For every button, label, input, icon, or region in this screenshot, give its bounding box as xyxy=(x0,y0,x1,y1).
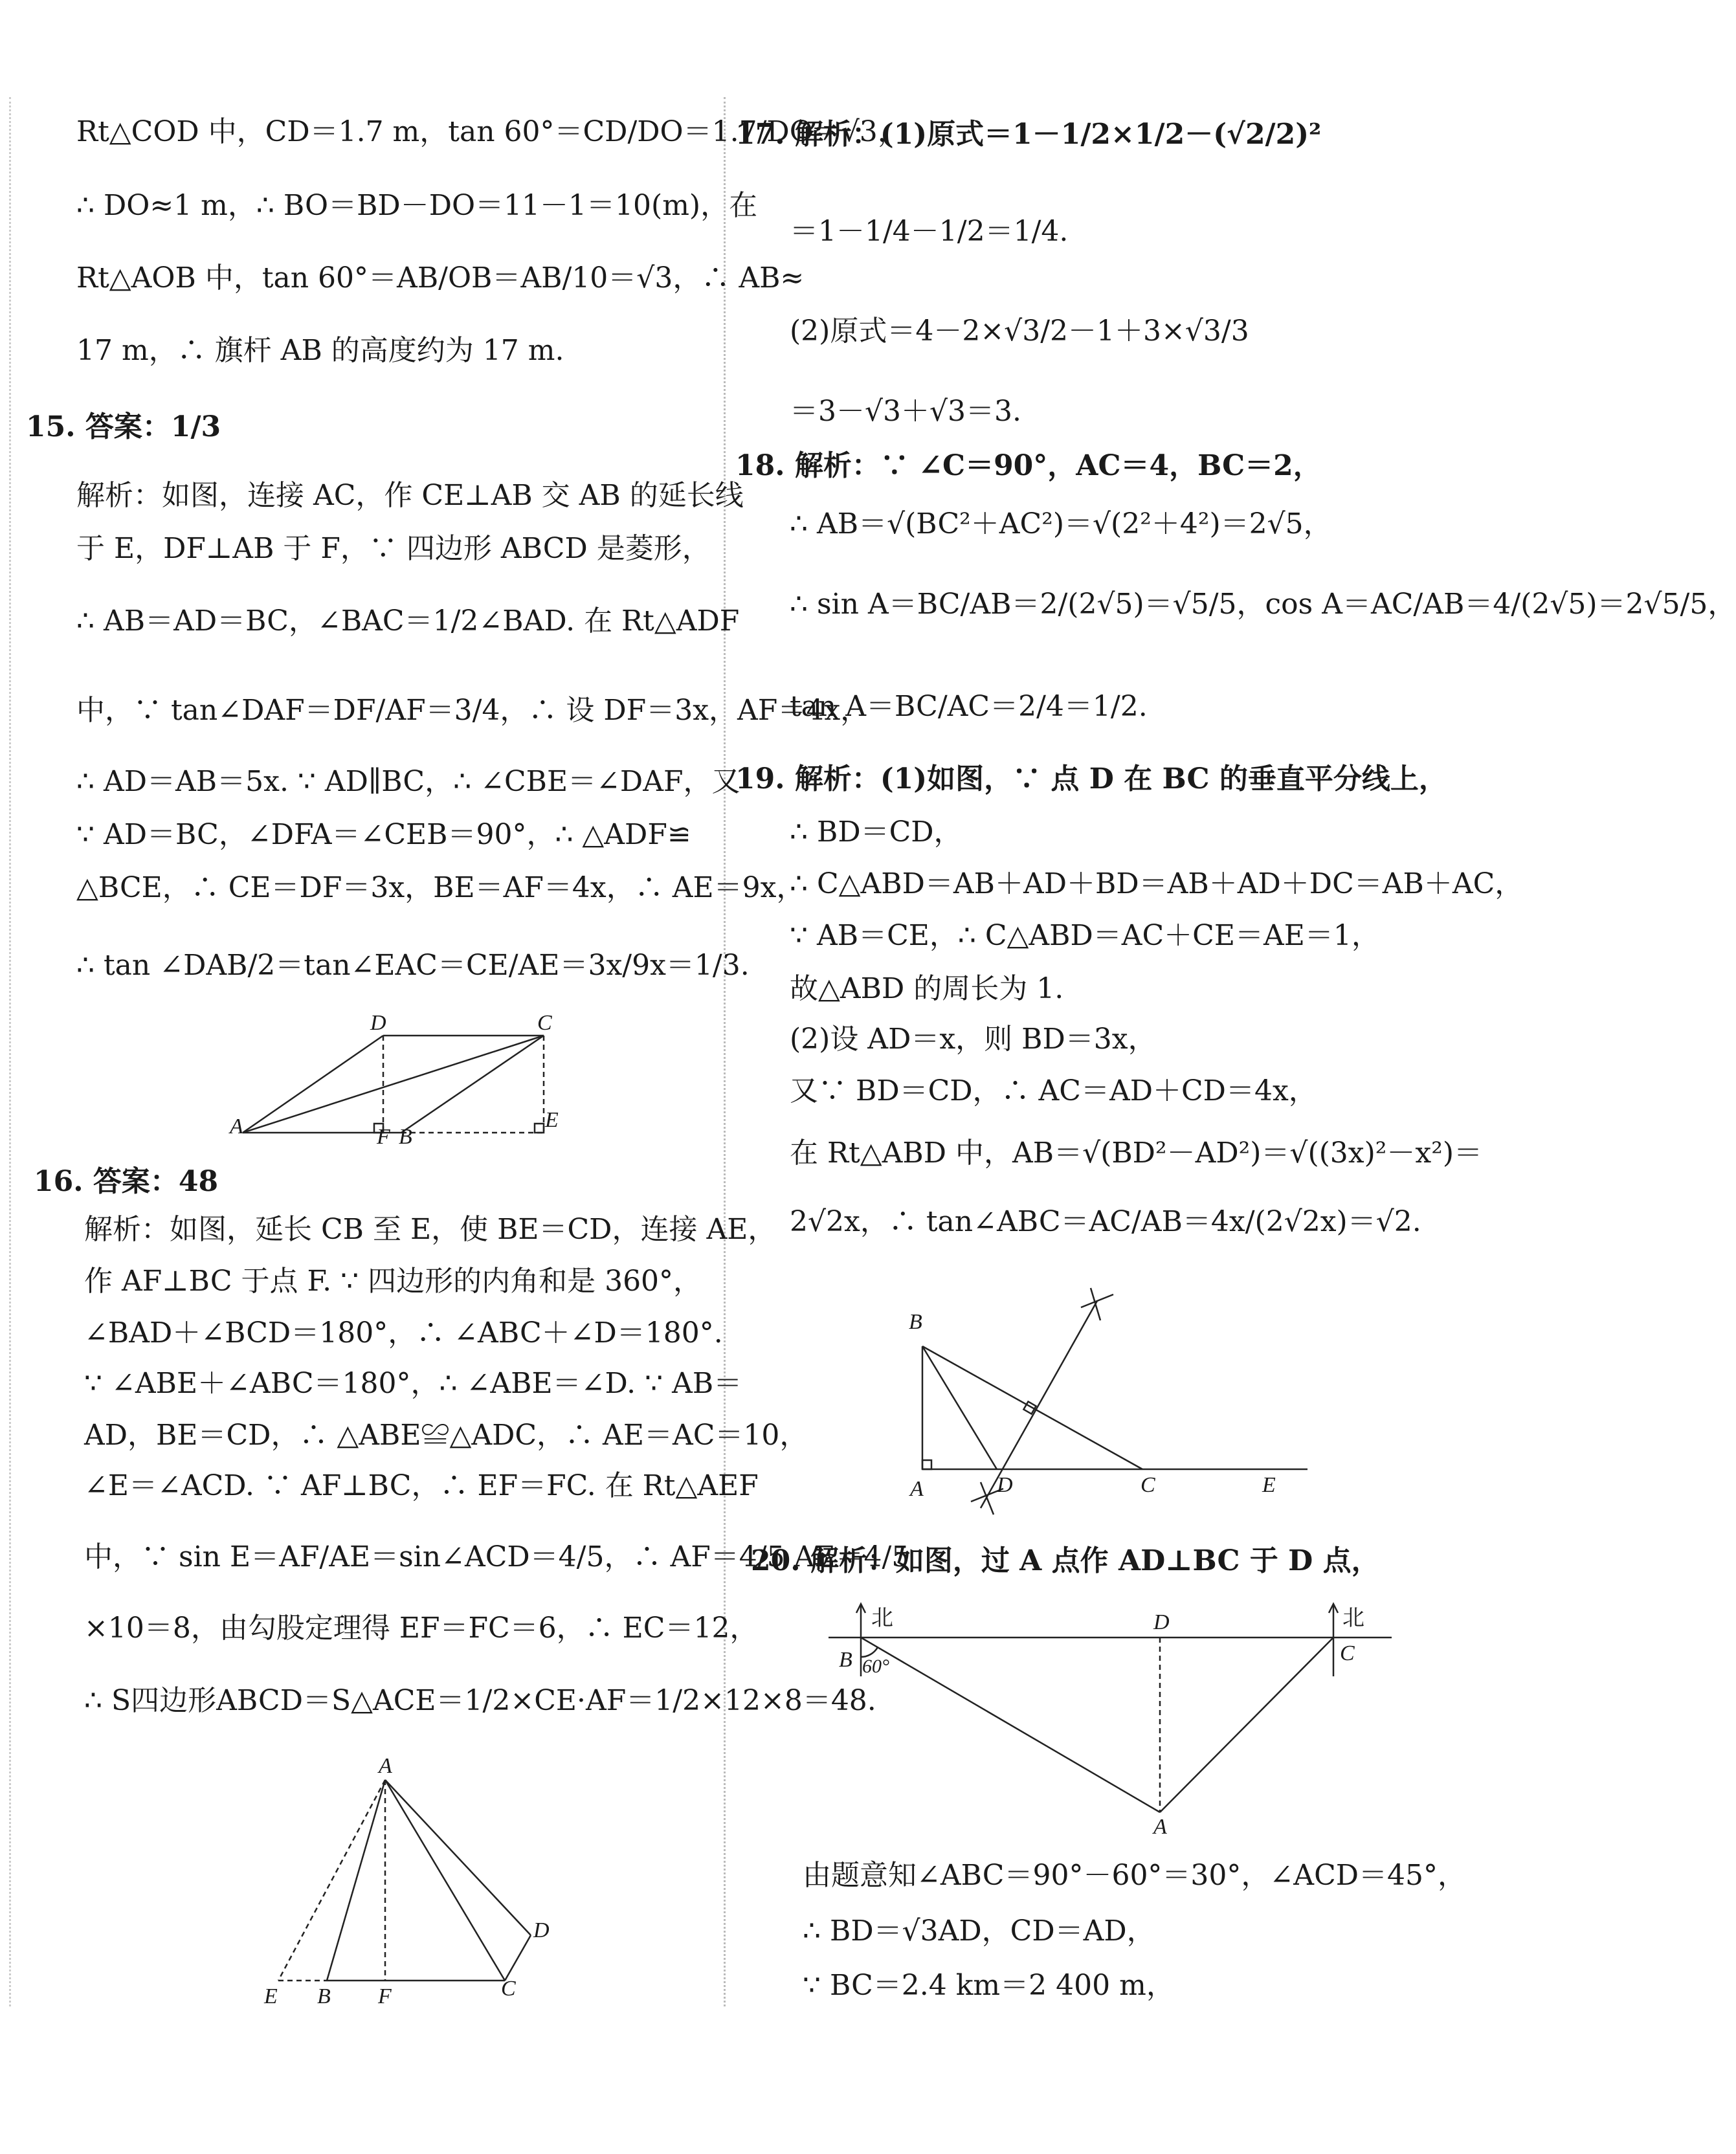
text-line: ∵ AB＝CE，∴ C△ABD＝AC＋CE＝AE＝1， xyxy=(790,919,1380,952)
label-C: C xyxy=(1340,1641,1355,1665)
answer-19: 19. 解析：(1)如图，∵ 点 D 在 BC 的垂直平分线上， xyxy=(735,762,1447,795)
text-line: 中，∵ tan∠DAF＝DF/AF＝3/4，∴ 设 DF＝3x，AF＝4x， xyxy=(76,694,869,727)
label-E: E xyxy=(545,1108,559,1132)
label-C: C xyxy=(501,1977,516,2001)
text-line: 在 Rt△ABD 中，AB＝√(BD²－AD²)＝√((3x)²－x²)＝ xyxy=(790,1137,1483,1170)
column-divider xyxy=(724,97,726,2006)
text-line: ∴ tan ∠DAB/2＝tan∠EAC＝CE/AE＝3x/9x＝1/3. xyxy=(76,949,750,982)
text-line: ∴ DO≈1 m，∴ BO＝BD－DO＝11－1＝10(m)，在 xyxy=(76,189,758,222)
text-line: (2)原式＝4－2×√3/2－1＋3×√3/3 xyxy=(790,315,1249,348)
label-B: B xyxy=(839,1648,852,1672)
text-line: ∴ C△ABD＝AB＋AD＋BD＝AB＋AD＋DC＝AB＋AC， xyxy=(790,867,1524,900)
text-line: ∴ AD＝AB＝5x. ∵ AD∥BC，∴ ∠CBE＝∠DAF，又 xyxy=(76,765,740,798)
text-line: ∠E＝∠ACD. ∵ AF⊥BC，∴ EF＝FC. 在 Rt△AEF xyxy=(84,1469,759,1502)
label-A: A xyxy=(230,1115,243,1138)
label-B: B xyxy=(317,1984,331,2008)
text-line: ∴ sin A＝BC/AB＝2/(2√5)＝√5/5，cos A＝AC/AB＝4/(2√5)＝2√5/5， xyxy=(790,588,1736,621)
label-E: E xyxy=(1262,1473,1276,1497)
answer-17: 17. 解析：(1)原式＝1－1/2×1/2－(√2/2)² xyxy=(735,118,1322,151)
label-F: F xyxy=(377,1125,390,1149)
label-north-B: 北 xyxy=(871,1605,893,1631)
text-line: 作 AF⊥BC 于点 F. ∵ 四边形的内角和是 360°， xyxy=(84,1265,702,1298)
text-line: 解析：如图，连接 AC，作 CE⊥AB 交 AB 的延长线 xyxy=(76,479,744,512)
text-line: ∴ AB＝AD＝BC，∠BAC＝1/2∠BAD. 在 Rt△ADF xyxy=(76,605,740,638)
text-line: 2√2x，∴ tan∠ABC＝AC/AB＝4x/(2√2x)＝√2. xyxy=(790,1205,1421,1238)
text-line: 中，∵ sin E＝AF/AE＝sin∠ACD＝4/5，∴ AF＝4/5 AE＝4/5 xyxy=(84,1540,910,1573)
text-line: ∴ BD＝CD， xyxy=(790,816,963,849)
text-line: Rt△AOB 中，tan 60°＝AB/OB＝AB/10＝√3，∴ AB≈ xyxy=(76,261,805,294)
text-line: ∵ ∠ABE＋∠ABC＝180°，∴ ∠ABE＝∠D. ∵ AB＝ xyxy=(84,1367,742,1400)
label-B: B xyxy=(909,1310,922,1334)
text-line: 由题意知∠ABC＝90°－60°＝30°，∠ACD＝45°， xyxy=(803,1859,1466,1892)
text-line: AD，BE＝CD，∴ △ABE≌△ADC，∴ AE＝AC＝10， xyxy=(84,1419,808,1452)
figure-20-bearing xyxy=(829,1592,1411,1851)
label-A: A xyxy=(379,1754,392,1778)
label-60-degrees: 60° xyxy=(862,1656,889,1677)
label-C: C xyxy=(537,1011,552,1035)
label-A: A xyxy=(910,1477,924,1501)
answer-20: 20. 解析：如图，过 A 点作 AD⊥BC 于 D 点， xyxy=(751,1544,1380,1577)
text-line: 又∵ BD＝CD，∴ AC＝AD＋CD＝4x， xyxy=(790,1074,1317,1107)
text-line: 于 E，DF⊥AB 于 F，∵ 四边形 ABCD 是菱形， xyxy=(76,532,711,565)
text-line: ∴ S四边形ABCD＝S△ACE＝1/2×CE·AF＝1/2×12×8＝48. xyxy=(84,1684,876,1717)
text-line: ×10＝8，由勾股定理得 EF＝FC＝6，∴ EC＝12， xyxy=(84,1612,759,1645)
figure-19-triangle xyxy=(906,1288,1320,1521)
text-line: (2)设 AD＝x，则 BD＝3x， xyxy=(790,1023,1157,1056)
label-D: D xyxy=(1153,1610,1170,1634)
text-line: ∴ BD＝√3AD，CD＝AD， xyxy=(803,1915,1155,1948)
text-line: 故△ABD 的周长为 1. xyxy=(790,972,1064,1005)
label-north-C: 北 xyxy=(1342,1605,1364,1631)
figure-16-quadrilateral xyxy=(259,1760,550,2006)
label-C: C xyxy=(1141,1473,1155,1497)
text-line: ＝3－√3＋√3＝3. xyxy=(790,395,1022,428)
text-line: ＝1－1/4－1/2＝1/4. xyxy=(790,215,1069,248)
left-margin-rule xyxy=(9,97,11,2006)
text-line: ∵ BC＝2.4 km＝2 400 m， xyxy=(803,1969,1175,2002)
text-line: △BCE，∴ CE＝DF＝3x，BE＝AF＝4x，∴ AE＝9x， xyxy=(76,871,805,904)
label-D: D xyxy=(533,1918,550,1942)
label-D: D xyxy=(370,1011,386,1035)
label-F: F xyxy=(378,1984,392,2008)
label-B: B xyxy=(399,1125,412,1149)
answer-15: 15. 答案：1/3 xyxy=(26,410,221,443)
text-line: ∠BAD＋∠BCD＝180°，∴ ∠ABC＋∠D＝180°. xyxy=(84,1316,723,1349)
text-line: 17 m，∴ 旗杆 AB 的高度约为 17 m. xyxy=(76,334,564,367)
answer-16: 16. 答案：48 xyxy=(34,1165,219,1198)
label-D: D xyxy=(997,1473,1013,1497)
text-line: Rt△COD 中，CD＝1.7 m，tan 60°＝CD/DO＝1.7/DO＝√3， xyxy=(76,115,906,148)
text-line: ∵ AD＝BC，∠DFA＝∠CEB＝90°，∴ △ADF≌ xyxy=(76,818,691,851)
answer-18: 18. 解析：∵ ∠C＝90°，AC＝4，BC＝2， xyxy=(735,449,1322,482)
text-line: ∴ AB＝√(BC²＋AC²)＝√(2²＋4²)＝2√5， xyxy=(790,507,1332,540)
text-line: tan A＝BC/AC＝2/4＝1/2. xyxy=(790,690,1148,723)
label-A: A xyxy=(1153,1815,1167,1839)
text-line: 解析：如图，延长 CB 至 E，使 BE＝CD，连接 AE， xyxy=(84,1213,777,1246)
label-E: E xyxy=(264,1984,278,2008)
